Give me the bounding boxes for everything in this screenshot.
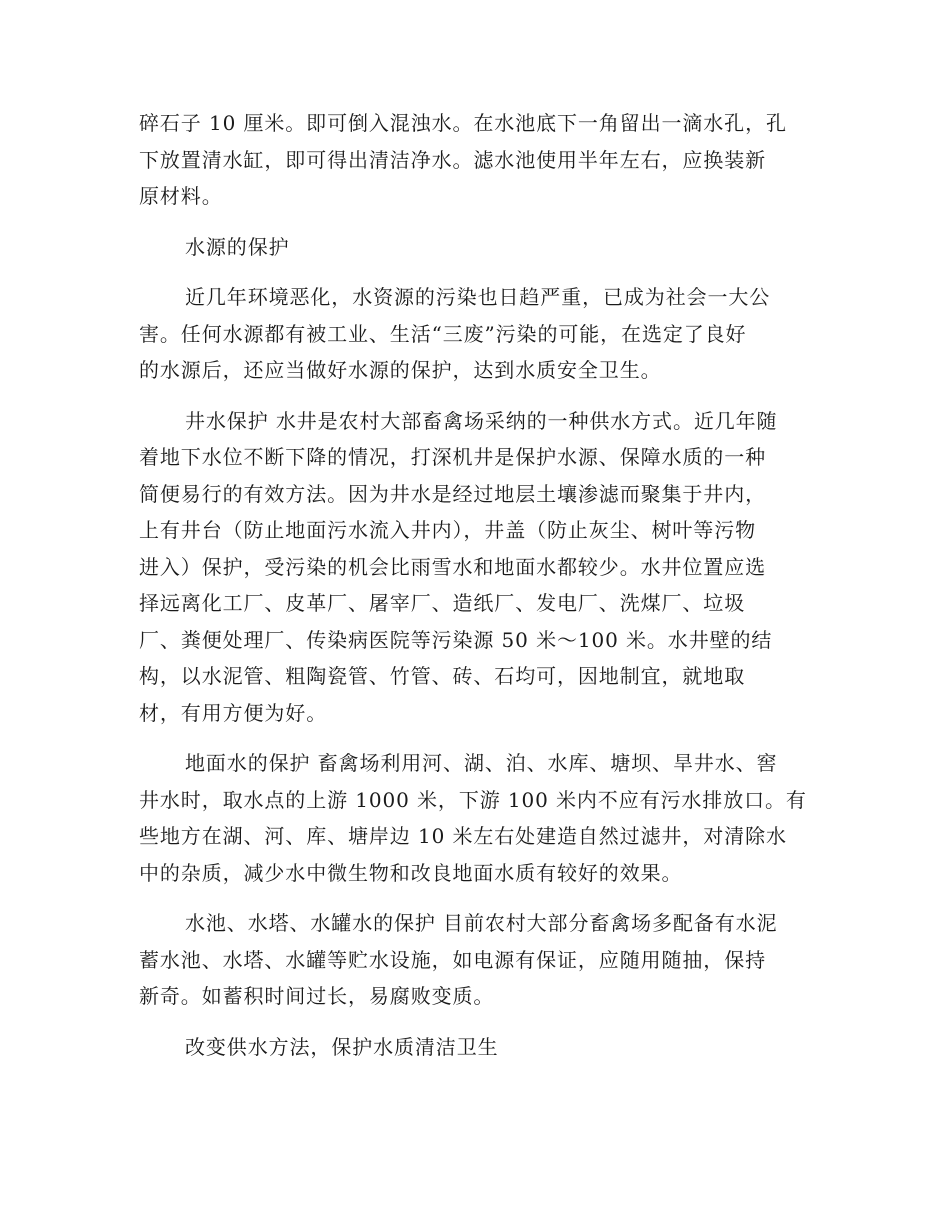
body-paragraph [139, 279, 809, 389]
section-heading [139, 1029, 809, 1066]
text-line: 着地下水位不断下降的情况，打深机井是保护水源、保障水质的一种 [139, 445, 766, 469]
body-paragraph [139, 905, 809, 1015]
body-paragraph [139, 105, 809, 215]
text-line: 构，以水泥管、粗陶瓷管、竹管、砖、石均可，因地制宜，就地取 [139, 664, 746, 688]
text-line: 些地方在湖、河、库、塘岸边 10 米左右处建造自然过滤井，对清除水 [139, 824, 787, 848]
text-line: 新奇。如蓄积时间过长，易腐败变质。 [139, 984, 495, 1008]
text-line: 害。任何水源都有被工业、生活“三废”污染的可能，在选定了良好 [139, 321, 747, 346]
text-line: 原材料。 [139, 184, 223, 208]
text-line: 材，有用方便为好。 [139, 700, 328, 725]
text-line: 改变供水方法，保护水质清洁卫生 [185, 1034, 499, 1059]
text-line: 下放置清水缸，即可得出清洁净水。滤水池使用半年左右，应换装新 [139, 147, 766, 172]
text-line: 水源的保护 [185, 234, 290, 259]
text-line: 地面水的保护 畜禽场利用河、湖、泊、水库、塘坝、旱井水、窖 [185, 751, 778, 775]
text-line: 中的杂质，减少水中微生物和改良地面水质有较好的效果。 [139, 860, 683, 885]
text-line: 近几年环境恶化，水资源的污染也日趋严重，已成为社会一大公 [185, 285, 771, 309]
text-line: 简便易行的有效方法。因为井水是经过地层土壤渗滤而聚集于井内， [139, 481, 766, 506]
text-line: 的水源后，还应当做好水源的保护，达到水质安全卫生。 [139, 358, 662, 382]
text-line: 进入）保护，受污染的机会比雨雪水和地面水都较少。水井位置应选 [139, 554, 766, 579]
body-paragraph [139, 745, 809, 891]
text-line: 择远离化工厂、皮革厂、屠宰厂、造纸厂、发电厂、洗煤厂、垃圾 [139, 591, 746, 615]
text-line: 厂、粪便处理厂、传染病医院等污染源 50 米～100 米。水井壁的结 [139, 627, 773, 652]
text-line: 蓄水池、水塔、水罐等贮水设施，如电源有保证，应随用随抽，保持 [139, 947, 766, 972]
section-heading [139, 229, 809, 266]
text-line: 上有井台（防止地面污水流入井内），井盖（防止灰尘、树叶等污物 [139, 518, 756, 542]
text-line: 碎石子 10 厘米。即可倒入混浊水。在水池底下一角留出一滴水孔，孔 [139, 111, 787, 135]
text-line: 井水时，取水点的上游 1000 米，下游 100 米内不应有污水排放口。有 [139, 787, 807, 812]
body-paragraph [139, 403, 809, 732]
text-line: 井水保护 水井是农村大部畜禽场采纳的一种供水方式。近几年随 [185, 408, 778, 433]
text-line: 水池、水塔、水罐水的保护 目前农村大部分畜禽场多配备有水泥 [185, 911, 778, 935]
document-page [139, 105, 809, 1079]
